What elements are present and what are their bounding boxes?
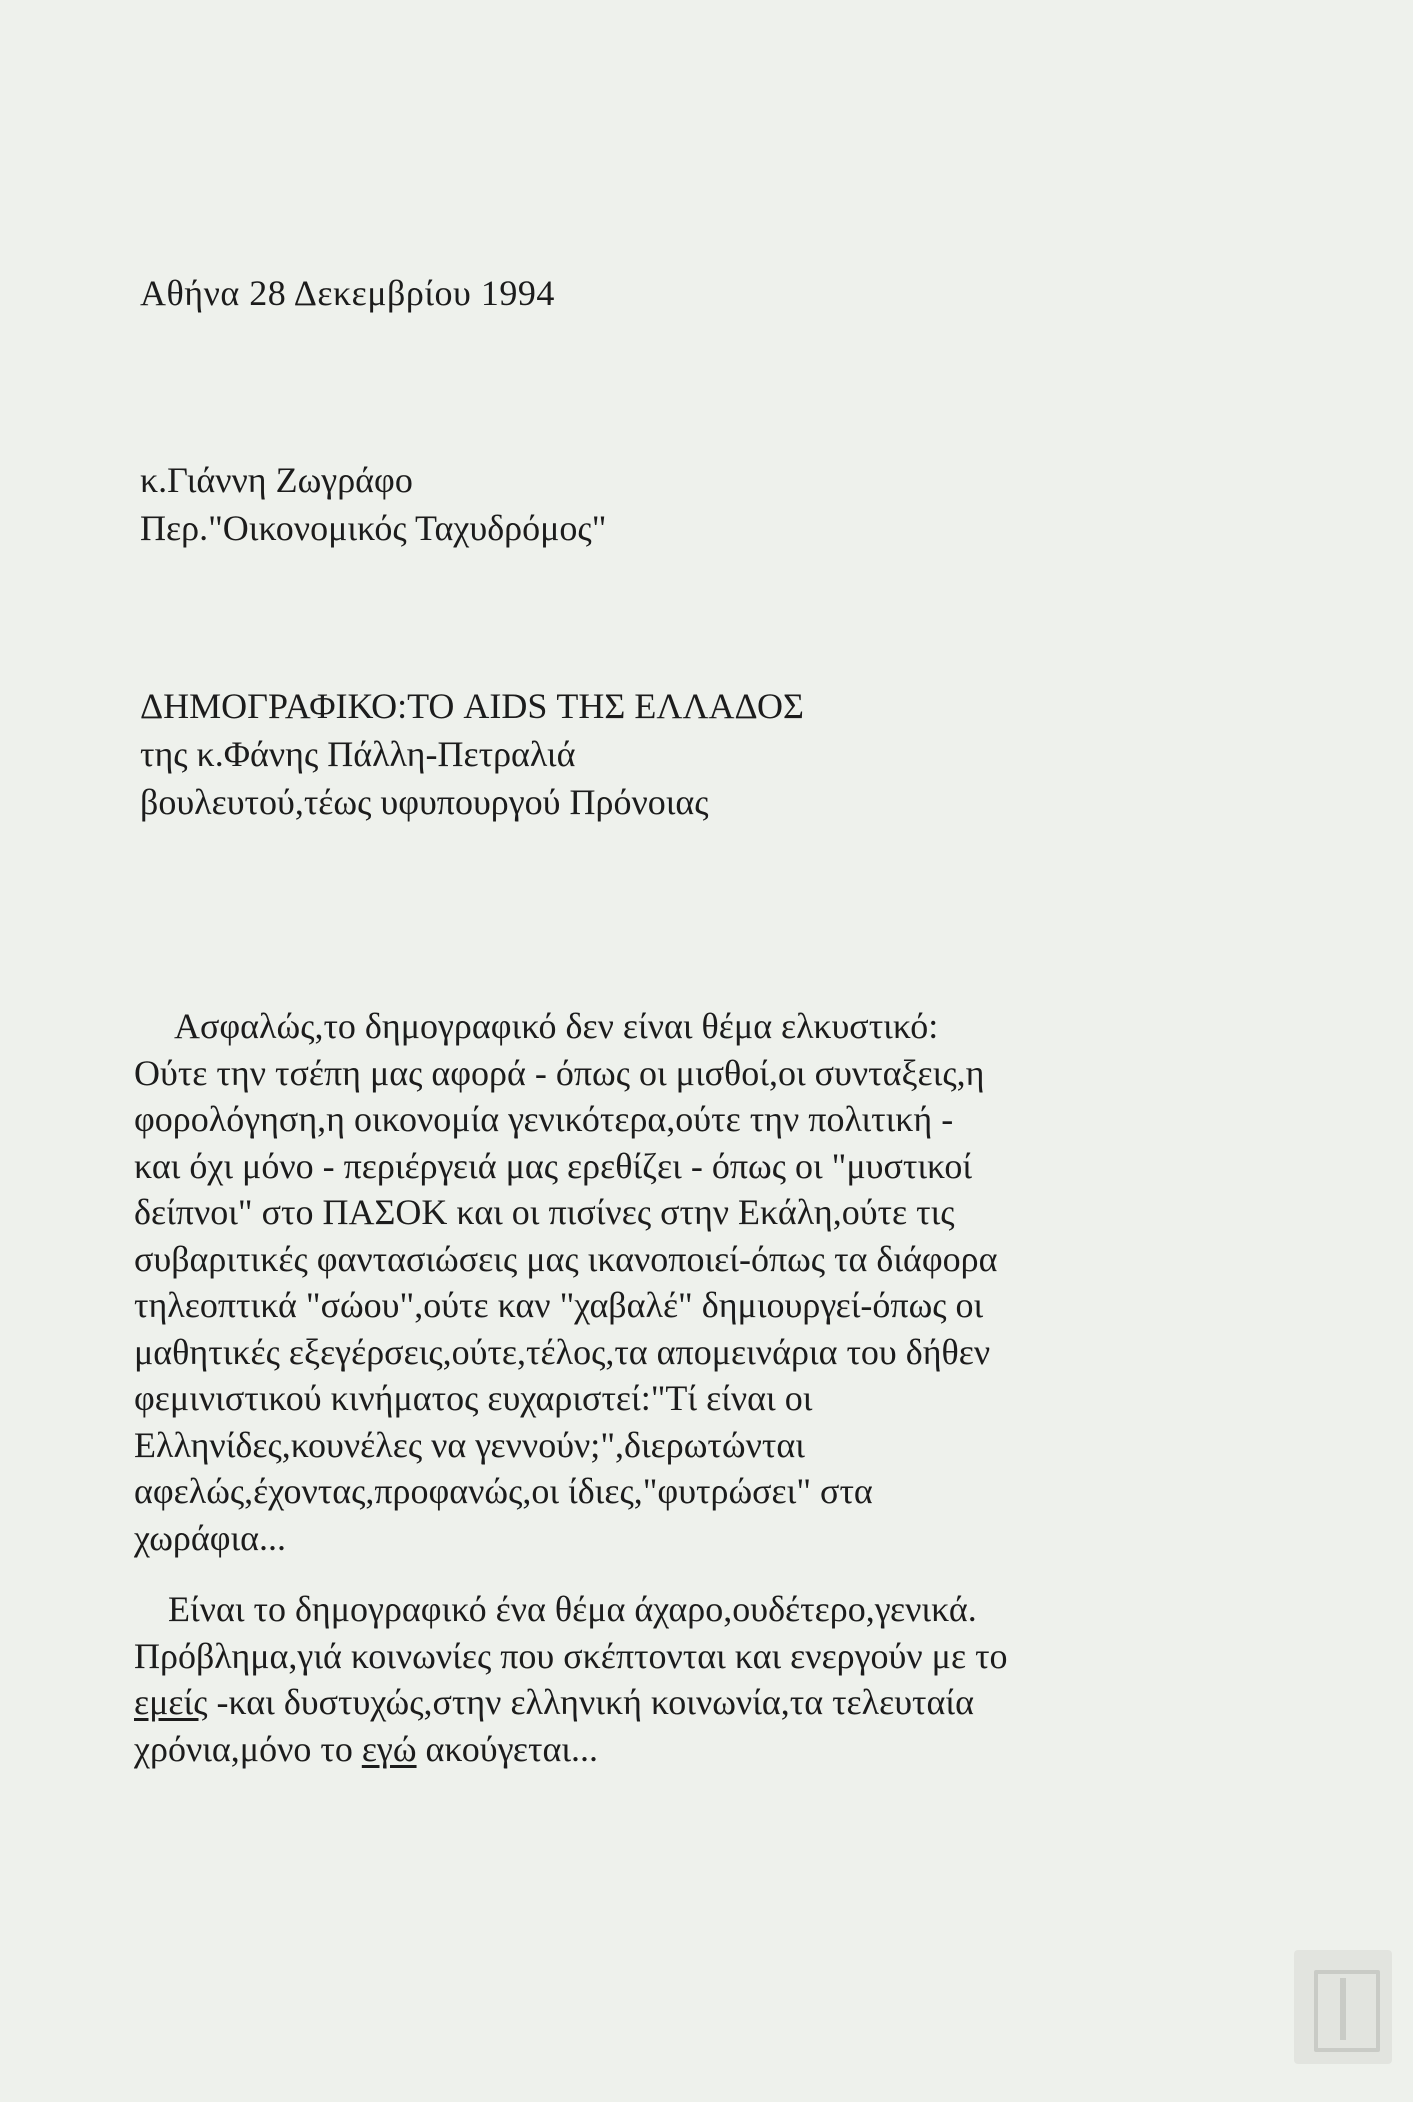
text-segment: ακούγεται... [416, 1728, 599, 1769]
text-segment: χρόνια,μόνο το [134, 1728, 362, 1769]
article-title: ΔΗΜΟΓΡΑΦΙΚΟ:ΤΟ AIDS ΤΗΣ ΕΛΛΑΔΟΣ [140, 686, 804, 726]
text-line [134, 1726, 1294, 1773]
text-line [134, 1679, 1294, 1726]
article-author-role: βουλευτού,τέως υφυπουργού Πρόνοιας [140, 782, 709, 822]
text-segment: -και δυστυχώς,στην ελληνική κοινωνία,τα τελευταία [207, 1682, 974, 1722]
text-line: Ούτε την τσέπη μας αφορά - όπως οι μισθοί,οι συνταξεις,η [134, 1052, 985, 1093]
text-line: δείπνοι" στο ΠΑΣΟΚ και οι πισίνες στην Εκάλη,ούτε τις [134, 1192, 955, 1232]
archive-stamp-icon [1294, 1950, 1392, 2064]
text-line: και όχι μόνο - περιέργειά μας ερεθίζει - όπως οι "μυστικοί [134, 1145, 973, 1186]
text-line: φορολόγηση,η οικονομία γενικότερα,ούτε την πολιτική - [134, 1099, 954, 1139]
text-line: τηλεοπτικά "σώου",ούτε καν "χαβαλέ" δημιουργεί-όπως οι [134, 1285, 984, 1325]
paragraph-2 [134, 1586, 1294, 1772]
underlined-word-emeis: εμείς [134, 1682, 208, 1722]
recipient-name: κ.Γιάννη Ζωγράφο [140, 460, 413, 500]
paragraph-1 [134, 1003, 1294, 1561]
text-line: μαθητικές εξεγέρσεις,ούτε,τέλος,τα απομεινάρια του δήθεν [134, 1331, 991, 1372]
underlined-word-ego: εγώ [361, 1728, 417, 1769]
letter-date: Αθήνα 28 Δεκεμβρίου 1994 [140, 273, 555, 313]
article-author: της κ.Φάνης Πάλλη-Πετραλιά [140, 734, 576, 774]
text-line: Ελληνίδες,κουνέλες να γεννούν;",διερωτώνται [134, 1424, 805, 1465]
text-line: αφελώς,έχοντας,προφανώς,οι ίδιες,"φυτρώσει" στα [134, 1471, 873, 1511]
recipient-publication: Περ."Οικονομικός Ταχυδρόμος" [140, 508, 607, 548]
text-line: Είναι το δημογραφικό ένα θέμα άχαρο,ουδέτερο,γενικά. [168, 1589, 977, 1629]
article-heading [140, 682, 804, 826]
text-line: Πρόβλημα,γιά κοινωνίες που σκέπτονται και ενεργούν με το [134, 1635, 1008, 1676]
text-line: φεμινιστικού κινήματος ευχαριστεί:"Τί είναι οι [134, 1378, 813, 1418]
text-line: Ασφαλώς,το δημογραφικό δεν είναι θέμα ελκυστικό: [174, 1006, 939, 1046]
text-line: χωράφια... [134, 1517, 287, 1558]
recipient-block [140, 456, 606, 552]
text-line: συβαριτικές φαντασιώσεις μας ικανοποιεί-όπως τα διάφορα [134, 1238, 998, 1279]
